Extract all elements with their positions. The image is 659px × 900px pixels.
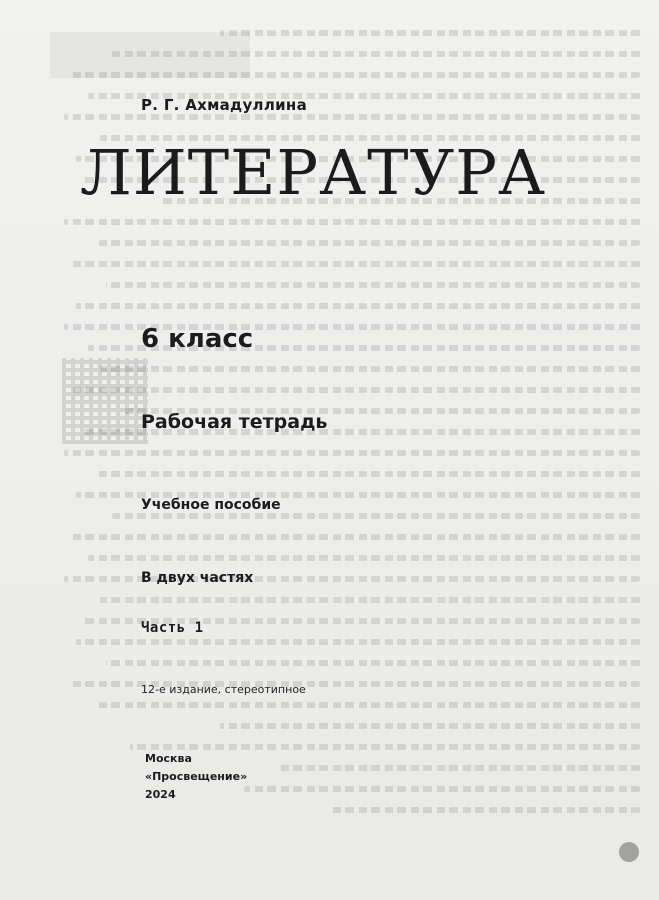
part-number: Часть 1 [141,620,204,636]
page-corner-mark [619,842,639,862]
imprint-publisher: «Просвещение» [145,770,248,783]
qr-code-bleed [62,358,148,444]
author-name: Р. Г. Ахмадуллина [141,96,308,114]
edition-note: 12-е издание, стереотипное [141,683,306,696]
parts-note: В двух частях [141,570,254,586]
book-title: ЛИТЕРАТУРА [80,136,546,209]
grade-label: 6 класс [141,324,254,354]
book-subtype: Учебное пособие [141,497,281,513]
imprint [145,750,247,804]
bleed-through-box [50,32,250,78]
book-type: Рабочая тетрадь [141,411,328,433]
imprint-year: 2024 [145,788,176,801]
imprint-city: Москва [145,752,192,765]
